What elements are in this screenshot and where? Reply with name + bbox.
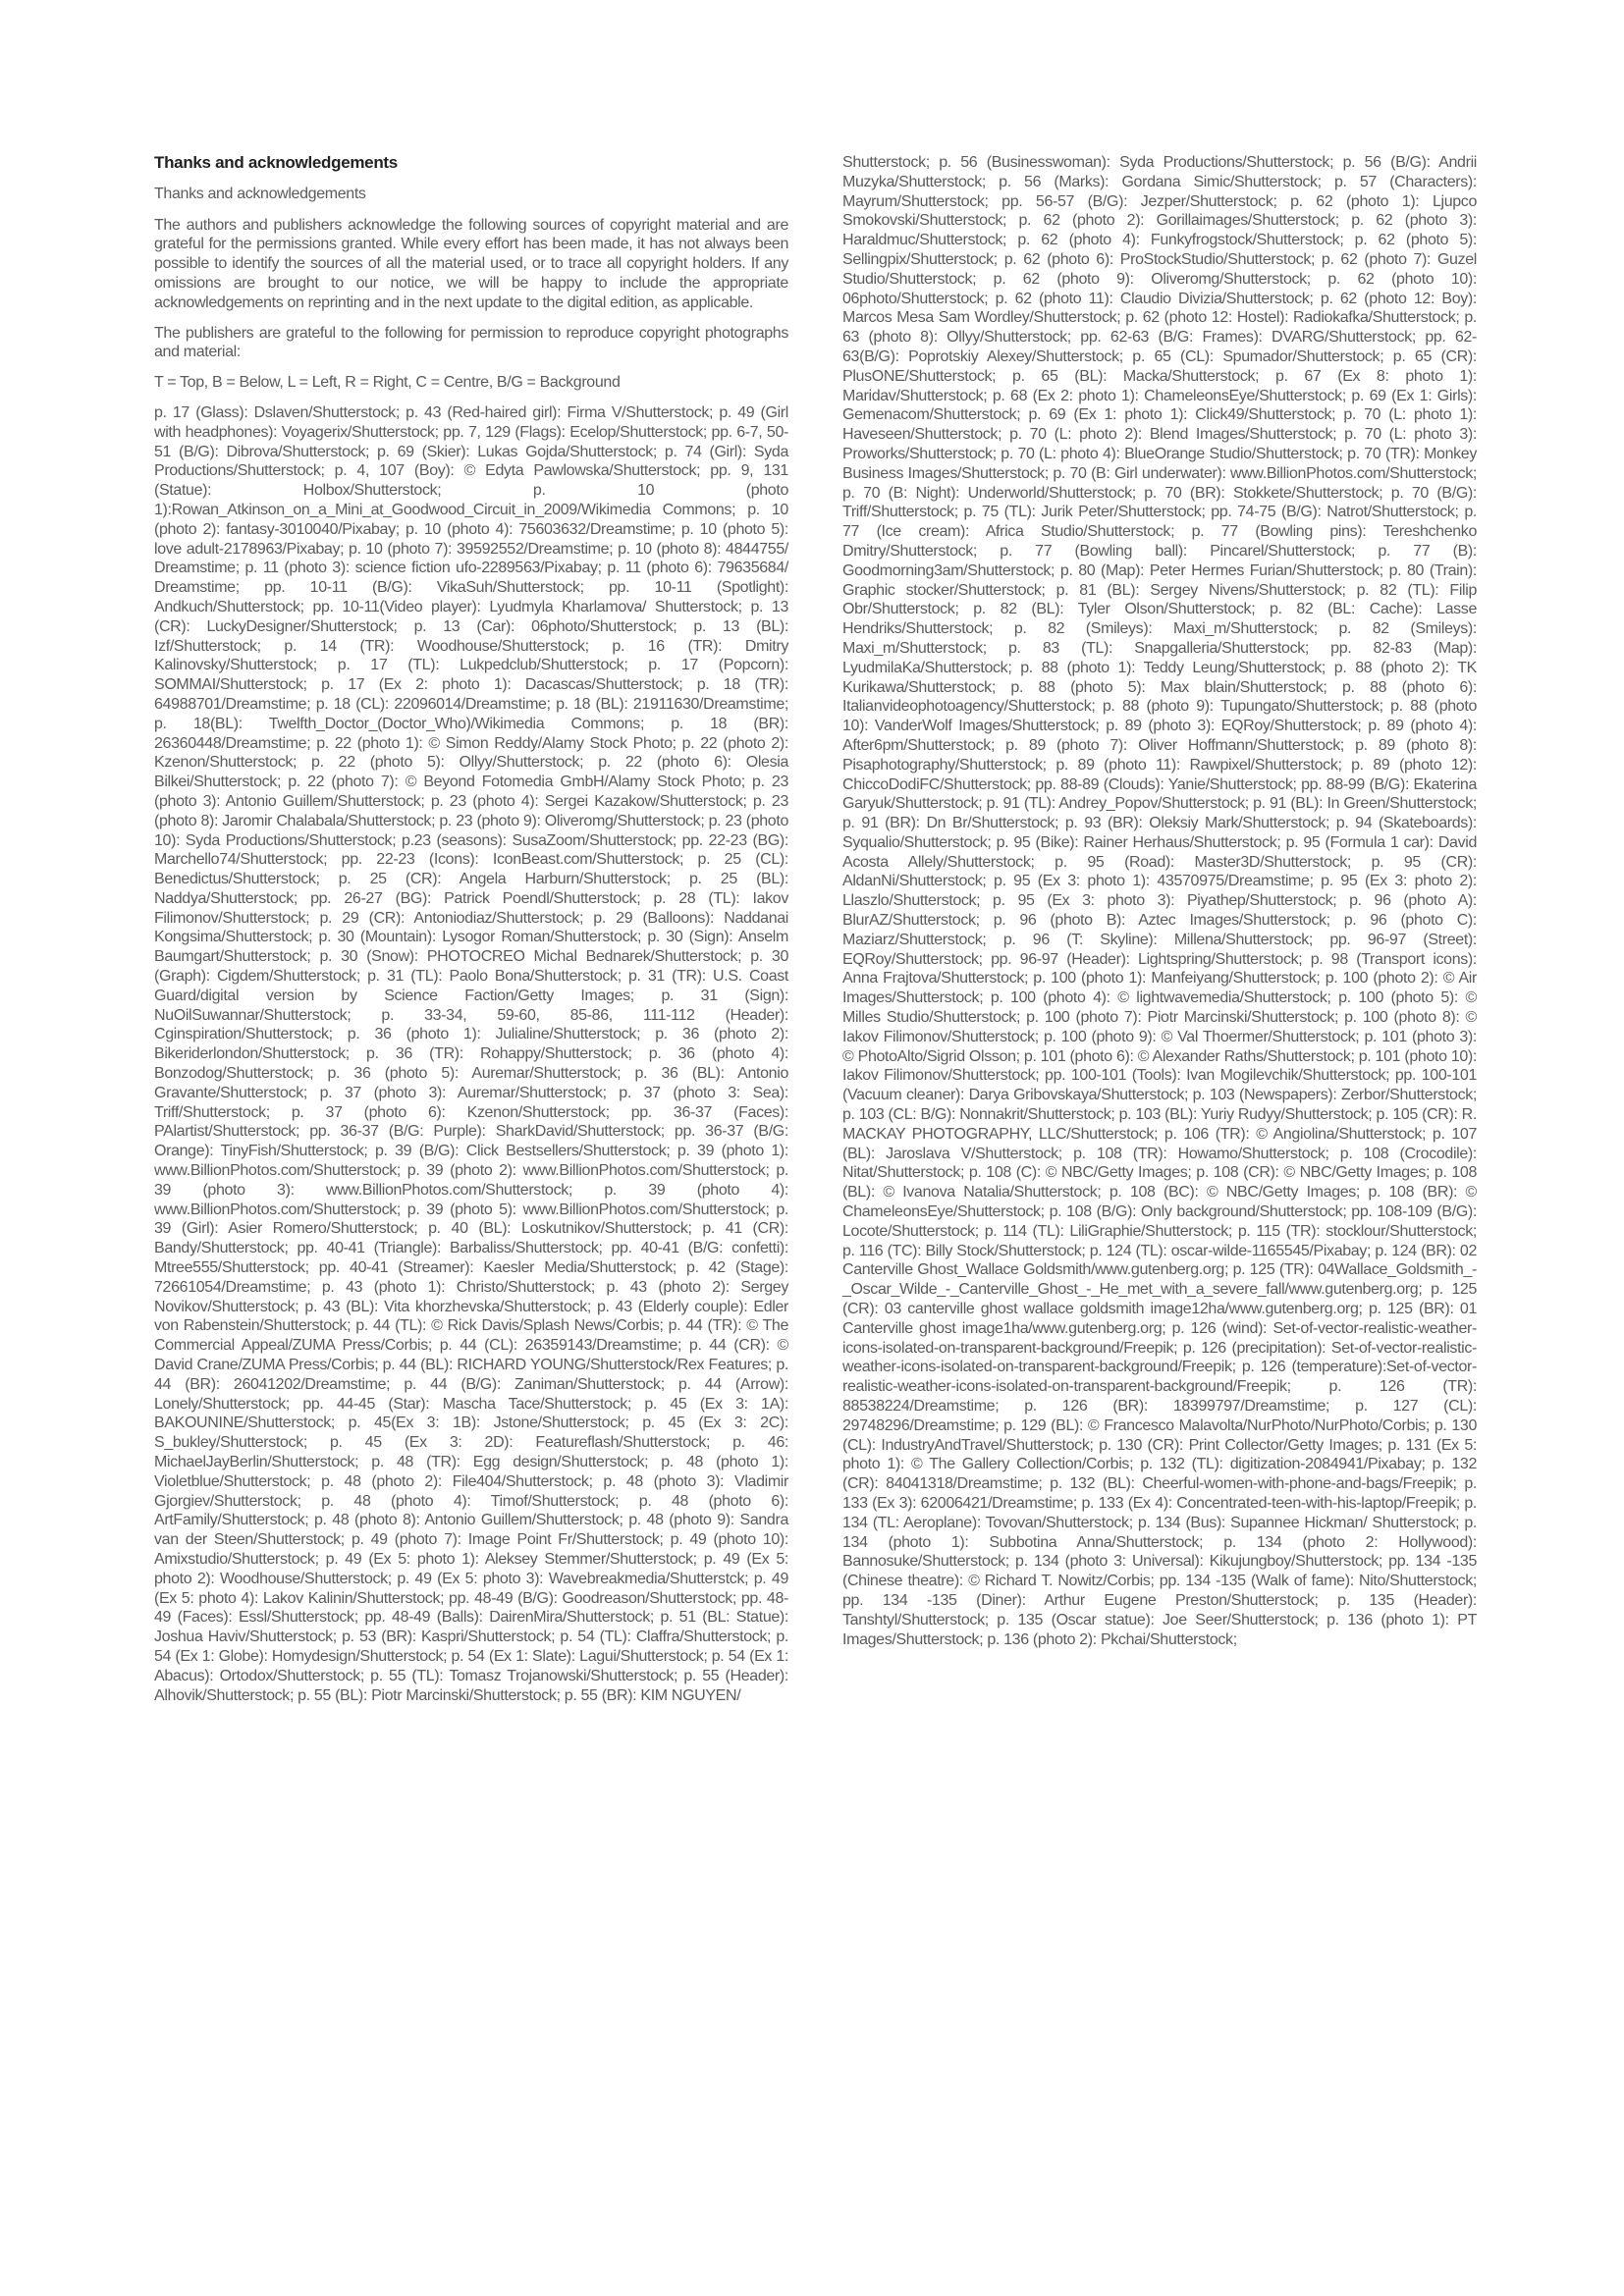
- page-title: Thanks and acknowledgements: [154, 153, 398, 172]
- position-key: T = Top, B = Below, L = Left, R = Right, C = Centre, B/G = Background: [154, 374, 621, 392]
- section-subtitle: Thanks and acknowledgements: [154, 185, 366, 202]
- right-column: [842, 153, 1477, 1649]
- credits-list-left: p. 17 (Glass): Dslaven/Shutterstock; p. 43 (Red-haired girl): Firma V/Shutterstock; p. 49 (Girl with headphones): Voyagerix/Shutterstock; pp. 7, 129 (Flags): Ecelop/Shutterstock; pp. 6-7, 50-51 (B/G): Dibrova/Shutterstock; p. 69 (Skier): Lukas Gojda/Shutterstock; p. 74 (Girl): Syda Productions/Shutterstock; p. 4, 107 (Boy): © Edyta Pawlowska/Shutterstock; pp. 9, 131 (Statue): Holbox/Shutterstock; p. 10 (photo 1):Rowan_Atkinson_on_a_Mini_at_Goodwood_Circuit_in_2009/Wikimedia Commons; p. 10 (photo 2): fantasy-3010040/Pixabay; p. 10 (photo 4): 75603632/Dreamstime; p. 10 (photo 5): love adult-2178963/Pixabay; p. 10 (photo 7): 39592552/Dreamstime; p. 10 (photo 8): 4844755/ Dreamstime; p. 11 (photo 3): science fiction ufo-2289563/Pixabay; p. 11 (photo 6): 79635684/ Dreamstime; pp. 10-11 (B/G): VikaSuh/Shutterstock; pp. 10-11 (Spotlight): Andkuch/Shutterstock; pp. 10-11(Video player): Lyudmyla Kharlamova/ Shutterstock; p. 13 (CR): LuckyDesigner/Shutterstock; p. 13 (Car): 06photo/Shutterstock; p. 13 (BL): Izf/Shutterstock; p. 14 (TR): Woodhouse/Shutterstock; p. 16 (TR): Dmitry Kalinovsky/Shutterstock; p. 17 (TL): Lukpedclub/Shutterstock; p. 17 (Popcorn): SOMMAI/Shutterstock; p. 17 (Ex 2: photo 1): Dacascas/Shutterstock; p. 18 (TR): 64988701/Dreamstime; p. 18 (CL): 22096014/Dreamstime; p. 18 (BL): 21911630/Dreamstime; p. 18(BL): Twelfth_Doctor_(Doctor_Who)/Wikimedia Commons; p. 18 (BR): 26360448/Dreamstime; p. 22 (photo 1): © Simon Reddy/Alamy Stock Photo; p. 22 (photo 2): Kzenon/Shutterstock; p. 22 (photo 5): Ollyy/Shutterstock; p. 22 (photo 6): Olesia Bilkei/Shutterstock; p. 22 (photo 7): © Beyond Fotomedia GmbH/Alamy Stock Photo; p. 23 (photo 3): Antonio Guillem/Shutterstock; p. 23 (photo 4): Sergei Kazakow/Shutterstock; p. 23 (photo 8): Jaromir Chalabala/Shutterstock; p. 23 (photo 9): Oliveromg/Shutterstock; p. 23 (photo 10): Syda Productions/Shutterstock; p.23 (seasons): SusaZoom/Shutterstock; pp. 22-23 (BG): Marchello74/Shutterstock; pp. 22-23 (Icons): IconBeast.com/Shutterstock; p. 25 (CL): Benedictus/Shutterstock; p. 25 (CR): Angela Harburn/Shutterstock; p. 25 (BL): Naddya/Shutterstock; pp. 26-27 (BG): Patrick Poendl/Shutterstock; p. 28 (TL): Iakov Filimonov/Shutterstock; p. 29 (CR): Antoniodiaz/Shutterstock; p. 29 (Balloons): Naddanai Kongsima/Shutterstock; p. 30 (Mountain): Lysogor Roman/Shutterstock; p. 30 (Sign): Anselm Baumgart/Shutterstock; p. 30 (Snow): PHOTOCREO Michal Bednarek/Shutterstock; p. 30 (Graph): Cigdem/Shutterstock; p. 31 (TL): Paolo Bona/Shutterstock; p. 31 (TR): U.S. Coast Guard/digital version by Science Faction/Getty Images; p. 31 (Sign): NuOilSuwannar/Shutterstock; p. 33-34, 59-60, 85-86, 111-112 (Header): Cginspiration/Shutterstock; p. 36 (photo 1): Julialine/Shutterstock; p. 36 (photo 2): Bikeriderlondon/Shutterstock; p. 36 (TR): Rohappy/Shutterstock; p. 36 (photo 4): Bonzodog/Shutterstock; p. 36 (photo 5): Auremar/Shutterstock; p. 36 (BL): Antonio Gravante/Shutterstock; p. 37 (photo 3): Auremar/Shutterstock; p. 37 (photo 3: Sea): Triff/Shutterstock; p. 37 (photo 6): Kzenon/Shutterstock; pp. 36-37 (Faces): PAlartist/Shutterstock; pp. 36-37 (B/G: Purple): SharkDavid/Shutterstock; pp. 36-37 (B/G: Orange): TinyFish/Shutterstock; p. 39 (B/G): Click Bestsellers/Shutterstock; p. 39 (photo 1): www.BillionPhotos.com/Shutterstock; p. 39 (photo 2): www.BillionPhotos.com/Shutterstock; p. 39 (photo 3): www.BillionPhotos.com/Shutterstock; p. 39 (photo 4): www.BillionPhotos.com/Shutterstock; p. 39 (photo 5): www.BillionPhotos.com/Shutterstock; p. 39 (Girl): Asier Romero/Shutterstock; p. 40 (BL): Loskutnikov/Shutterstock; p. 41 (CR): Bandy/Shutterstock; pp. 40-41 (Triangle): Barbaliss/Shutterstock; pp. 40-41 (B/G: confetti): Mtree555/Shutterstock; pp. 40-41 (Streamer): Kaesler Media/Shutterstock; p. 42 (Stage): 72661054/Dreamstime; p. 43 (photo 1): Christo/Shutterstock; p. 43 (photo 2): Sergey Novikov/Shutterstock; p. 43 (BL): Vita khorzhevska/Shutterstock; p. 43 (Elderly couple): Edler von Rabenstein/Shutterstock; p. 44 (TL): © Rick Davis/Splash News/Corbis; p. 44 (TR): © The Commercial Appeal/ZUMA Press/Corbis; p. 44 (CL): 26359143/Dreamstime; p. 44 (CR): © David Crane/ZUMA Press/Corbis; p. 44 (BL): RICHARD YOUNG/Shutterstock/Rex Features; p. 44 (BR): 26041202/Dreamstime; p. 44 (B/G): Zaniman/Shutterstock; p. 44 (Arrow): Lonely/Shutterstock; pp. 44-45 (Star): Mascha Tace/Shutterstock; p. 45 (Ex 3: 1A): BAKOUNINE/Shutterstock; p. 45(Ex 3: 1B): Jstone/Shutterstock; p. 45 (Ex 3: 2C): S_bukley/Shutterstock; p. 45 (Ex 3: 2D): Featureflash/Shutterstock; p. 46: MichaelJayBerlin/Shutterstock; p. 48 (TR): Egg design/Shutterstock; p. 48 (photo 1): Violetblue/Shutterstock; p. 48 (photo 2): File404/Shutterstock; p. 48 (photo 3): Vladimir Gjorgiev/Shutterstock; p. 48 (photo 4): Timof/Shutterstock; p. 48 (photo 6): ArtFamily/Shutterstock; p. 48 (photo 8): Antonio Guillem/Shutterstock; p. 48 (photo 9): Sandra van der Steen/Shutterstock; p. 49 (photo 7): Image Point Fr/Shutterstock; p. 49 (photo 10): Amixstudio/Shutterstock; p. 49 (Ex 5: photo 1): Aleksey Stemmer/Shutterstock; p. 49 (Ex 5: photo 2): Woodhouse/Shutterstock; p. 49 (Ex 5: photo 3): Wavebreakmedia/Shutterstck; p. 49 (Ex 5: photo 4): Lakov Kalinin/Shutterstock; pp. 48-49 (B/G): Goodreason/Shutterstock; pp. 48-49 (Faces): Essl/Shutterstock; pp. 48-49 (Balls): DairenMira/Shutterstock; p. 51 (BL: Statue): Joshua Haviv/Shutterstock; p. 53 (BR): Kaspri/Shutterstock; p. 54 (TL): Claffra/Shutterstock; p. 54 (Ex 1: Globe): Homydesign/Shutterstock; p. 54 (Ex 1: Slate): Lagui/Shutterstock; p. 54 (Ex 1: Abacus): Ortodox/Shutterstock; p. 55 (TL): Tomasz Trojanowski/Shutterstock; p. 55 (Header): Alhovik/Shutterstock; p. 55 (BL): Piotr Marcinski/Shutterstock; p. 55 (BR): KIM NGUYEN/: [154, 403, 788, 1704]
- credits-list-right: Shutterstock; p. 56 (Businesswoman): Syda Productions/Shutterstock; p. 56 (B/G): Andrii Muzyka/Shutterstock; p. 56 (Marks): Gordana Simic/Shutterstock; p. 57 (Characters): Mayrum/Shutterstock; pp. 56-57 (B/G): Jezper/Shutterstock; p. 62 (photo 1): Ljupco Smokovski/Shutterstock; p. 62 (photo 2): Gorillaimages/Shutterstock; p. 62 (photo 3): Haraldmuc/Shutterstock; p. 62 (photo 4): Funkyfrogstock/Shutterstock; p. 62 (photo 5): Sellingpix/Shutterstock; p. 62 (photo 6): ProStockStudio/Shutterstock; p. 62 (photo 7): Guzel Studio/Shutterstock; p. 62 (photo 9): Oliveromg/Shutterstock; p. 62 (photo 10): 06photo/Shutterstock; p. 62 (photo 11): Claudio Divizia/Shutterstock; p. 62 (photo 12: Boy): Marcos Mesa Sam Wordley/Shutterstock; p. 62 (photo 12: Hostel): Radiokafka/Shutterstock; p. 63 (photo 8): Ollyy/Shutterstock; pp. 62-63 (B/G: Frames): DVARG/Shutterstock; pp. 62-63(B/G): Poprotskiy Alexey/Shutterstock; p. 65 (CL): Spumador/Shutterstock; p. 65 (CR): PlusONE/Shutterstock; p. 65 (BL): Macka/Shutterstock; p. 67 (Ex 8: photo 1): Maridav/Shutterstock; p. 68 (Ex 2: photo 1): ChameleonsEye/Shutterstock; p. 69 (Ex 1: Girls): Gemenacom/Shutterstock; p. 69 (Ex 1: photo 1): Click49/Shutterstock; p. 70 (L: photo 1): Haveseen/Shutterstock; p. 70 (L: photo 2): Blend Images/Shutterstock; p. 70 (L: photo 3): Proworks/Shutterstock; p. 70 (L: photo 4): BlueOrange Studio/Shutterstock; p. 70 (TR): Monkey Business Images/Shutterstock; p. 70 (B: Girl underwater): www.BillionPhotos.com/Shutterstock; p. 70 (B: Night): Underworld/Shutterstock; p. 70 (BR): Stokkete/Shutterstock; p. 70 (B/G): Triff/Shutterstock; p. 75 (TL): Jurik Peter/Shutterstock; pp. 74-75 (B/G): Natrot/Shutterstock; p. 77 (Ice cream): Africa Studio/Shutterstock; p. 77 (Bowling pins): Tereshchenko Dmitry/Shutterstock; p. 77 (Bowling ball): Pincarel/Shutterstock; p. 77 (B): Goodmorning3am/Shutterstock; p. 80 (Map): Peter Hermes Furian/Shutterstock; p. 80 (Train): Graphic stocker/Shutterstock; p. 81 (BL): Sergey Nivens/Shutterstock; p. 82 (TL): Filip Obr/Shutterstock; p. 82 (BL): Tyler Olson/Shutterstock; p. 82 (BL: Cache): Lasse Hendriks/Shutterstock; p. 82 (Smileys): Maxi_m/Shutterstock; p. 82 (Smileys): Maxi_m/Shutterstock; p. 83 (TL): Snapgalleria/Shutterstock; pp. 82-83 (Map): LyudmilaKa/Shutterstock; p. 88 (photo 1): Teddy Leung/Shutterstock; p. 88 (photo 2): TK Kurikawa/Shutterstock; p. 88 (photo 5): Max blain/Shutterstock; p. 88 (photo 6): Italianvideophotoagency/Shutterstock; p. 88 (photo 9): Tupungato/Shutterstock; p. 88 (photo 10): VanderWolf Images/Shutterstock; p. 89 (photo 3): EQRoy/Shutterstock; p. 89 (photo 4): After6pm/Shutterstock; p. 89 (photo 7): Oliver Hoffmann/Shutterstock; p. 89 (photo 8): Pisaphotography/Shutterstock; p. 89 (photo 11): Rawpixel/Shutterstock; p. 89 (photo 12): ChiccoDodiFC/Shutterstock; pp. 88-89 (Clouds): Yanie/Shutterstock; pp. 88-99 (B/G): Ekaterina Garyuk/Shutterstock; p. 91 (TL): Andrey_Popov/Shutterstock; p. 91 (BL): In Green/Shutterstock; p. 91 (BR): Dn Br/Shutterstock; p. 93 (BR): Oleksiy Mark/Shutterstock; p. 94 (Skateboards): Syqualio/Shutterstock; p. 95 (Bike): Rainer Herhaus/Shutterstock; p. 95 (Formula 1 car): David Acosta Allely/Shutterstock; p. 95 (Road): Master3D/Shutterstock; p. 95 (CR): AldanNi/Shutterstock; p. 95 (Ex 3: photo 1): 43570975/Dreamstime; p. 95 (Ex 3: photo 2): Llaszlo/Shutterstock; p. 95 (Ex 3: photo 3): Piyathep/Shutterstock; p. 96 (photo A): BlurAZ/Shutterstock; p. 96 (photo B): Aztec Images/Shutterstock; p. 96 (photo C): Maziarz/Shutterstock; p. 96 (T: Skyline): Millena/Shutterstock; pp. 96-97 (Street): EQRoy/Shutterstock; pp. 96-97 (Header): Lightspring/Shutterstock; p. 98 (Transport icons): Anna Frajtova/Shutterstock; p. 100 (photo 1): Manfeiyang/Shutterstock; p. 100 (photo 2): © Air Images/Shutterstock; p. 100 (photo 4): © lightwavemedia/Shutterstock; p. 100 (photo 5): © Milles Studio/Shutterstock; p. 100 (photo 7): Piotr Marcinski/Shutterstock; p. 100 (photo 8): © Iakov Filimonov/Shutterstock; p. 100 (photo 9): © Val Thoermer/Shutterstock; p. 101 (photo 3): © PhotoAlto/Sigrid Olsson; p. 101 (photo 6): © Alexander Raths/Shutterstock; p. 101 (photo 10): Iakov Filimonov/Shutterstock; pp. 100-101 (Tools): Ivan Mogilevchik/Shutterstock; pp. 100-101 (Vacuum cleaner): Darya Gribovskaya/Shutterstock; p. 103 (Newspapers): Zerbor/Shutterstock; p. 103 (CL: B/G): Nonnakrit/Shutterstock; p. 103 (BL): Yuriy Rudyy/Shutterstock; p. 105 (CR): R. MACKAY PHOTOGRAPHY, LLC/Shutterstock; p. 106 (TR): © Angiolina/Shutterstock; p. 107 (BL): Jaroslava V/Shutterstock; p. 108 (TR): Howamo/Shutterstock; p. 108 (Crocodile): Nitat/Shutterstock; p. 108 (C): © NBC/Getty Images; p. 108 (CR): © NBC/Getty Images; p. 108 (BL): © Ivanova Natalia/Shutterstock; p. 108 (BC): © NBC/Getty Images; p. 108 (BR): © ChameleonsEye/Shutterstock; p. 108 (B/G): Only background/Shutterstock; pp. 108-109 (B/G): Locote/Shutterstock; p. 114 (TL): LiliGraphie/Shutterstock; p. 115 (TR): stocklour/Shutterstock; p. 116 (TC): Billy Stock/Shutterstock; p. 124 (TL): oscar-wilde-1165545/Pixabay; p. 124 (BR): 02 Canterville Ghost_Wallace Goldsmith/www.gutenberg.org; p. 125 (TR): 04Wallace_Goldsmith_-_Oscar_Wilde_-_Canterville_Ghost_-_He_met_with_a_severe_fall/www.gutenberg.org; p. 125 (CR): 03 canterville ghost wallace goldsmith image12ha/www.gutenberg.org; p. 125 (BR): 01 Canterville ghost image1ha/www.gutenberg.org; p. 126 (wind): Set-of-vector-realistic-weather-icons-isolated-on-transparent-background/Freepik; p. 126 (precipitation): Set-of-vector-realistic-weather-icons-isolated-on-transparent-background/Freepik; p. 126 (temperature):Set-of-vector-realistic-weather-icons-isolated-on-transparent-background/Freepik; p. 126 (TR): 88538224/Dreamstime; p. 126 (BR): 18399797/Dreamstime; p. 127 (CL): 29748296/Dreamstime; p. 129 (BL): © Francesco Malavolta/NurPhoto/NurPhoto/Corbis; p. 130 (CL): IndustryAndTravel/Shutterstock; p. 130 (CR): Print Collector/Getty Images; p. 131 (Ex 5: photo 1): © The Gallery Collection/Corbis; p. 132 (TL): digitization-2084941/Pixabay; p. 132 (CR): 84041318/Dreamstime; p. 132 (BL): Cheerful-women-with-phone-and-bags/Freepik; p. 133 (Ex 3): 62006421/Dreamstime; p. 133 (Ex 4): Concentrated-teen-with-his-laptop/Freepik; p. 134 (TL: Aeroplane): Tovovan/Shutterstock; p. 134 (Bus): Supannee Hickman/ Shutterstock; p. 134 (photo 1): Subbotina Anna/Shutterstock; p. 134 (photo 2: Hollywood): Bannosuke/Shutterstock; p. 134 (photo 3: Universal): Kikujungboy/Shutterstock; pp. 134 -135 (Chinese theatre): © Richard T. Nowitz/Corbis; pp. 134 -135 (Walk of fame): Nito/Shutterstock; pp. 134 -135 (Diner): Arthur Eugene Preston/Shutterstock; p. 135 (Header): Tanshtyl/Shutterstock; p. 135 (Oscar statue): Joe Seer/Shutterstock; p. 136 (photo 1): PT Images/Shutterstock; p. 136 (photo 2): Pkchai/Shutterstock;: [842, 154, 1477, 1648]
- left-column: [154, 153, 788, 1705]
- intro-paragraph: The authors and publishers acknowledge the following sources of copyright material and are grateful for the permissions granted. While every effort has been made, it has not always been possible to identify the sources of all the material used, or to trace all copyright holders. If any omissions are brought to our notice, we will be happy to include the appropriate acknowledgements on reprinting and in the next update to the digital edition, as applicable.: [154, 216, 788, 311]
- permission-paragraph: The publishers are grateful to the following for permission to reproduce copyright photographs and material:: [154, 324, 788, 361]
